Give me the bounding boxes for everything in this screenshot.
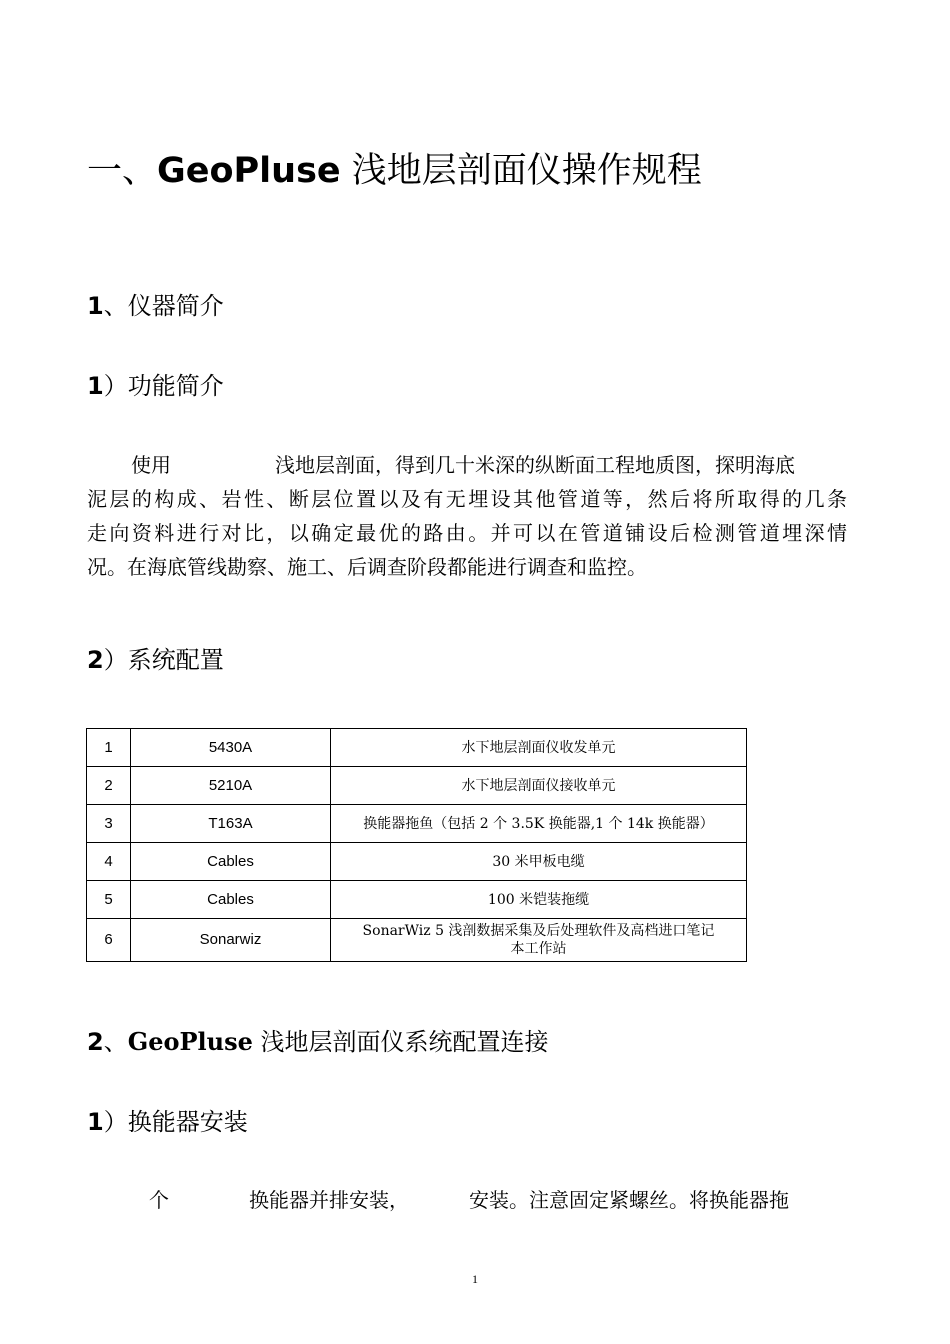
paragraph-line: 泥层的构成、岩性、断层位置以及有无埋设其他管道等，然后将所取得的几条 <box>87 487 847 511</box>
table-cell-model: 5430A <box>131 729 331 767</box>
subsection-number: 1 <box>87 372 104 400</box>
table-cell-model: 5210A <box>131 767 331 805</box>
table-cell-desc: 水下地层剖面仪接收单元 <box>331 767 747 805</box>
page-number: 1 <box>472 1272 478 1286</box>
table-row <box>87 729 747 767</box>
paragraph-text: 浅地层剖面，得到几十米深的纵断面工程地质图，探明海底 <box>275 453 795 477</box>
paragraph-line <box>87 448 847 482</box>
table-cell-model: Cables <box>131 843 331 881</box>
section-text: 浅地层剖面仪系统配置连接 <box>252 1028 549 1056</box>
table-row <box>87 881 747 919</box>
table-cell-no: 2 <box>87 767 131 805</box>
table-cell-model: Cables <box>131 881 331 919</box>
table-cell-desc-line: SonarWiz 5 浅剖数据采集及后处理软件及高档进口笔记 <box>362 923 715 939</box>
title-suffix: 浅地层剖面仪操作规程 <box>340 151 702 191</box>
system-config-table <box>86 728 747 962</box>
title-brand: GeoPluse <box>157 151 341 191</box>
subsection-heading-transducer-install <box>87 1105 248 1139</box>
document-title <box>87 146 702 196</box>
subsection-number: 2 <box>87 646 104 674</box>
section-prefix: 、 <box>103 1028 128 1056</box>
paragraph-line: 走向资料进行对比，以确定最优的路由。并可以在管道铺设后检测管道埋深情 <box>87 521 847 545</box>
table-row <box>87 805 747 843</box>
table-row <box>87 843 747 881</box>
table-cell-no: 1 <box>87 729 131 767</box>
table-cell-model: Sonarwiz <box>131 919 331 962</box>
title-prefix: 一、 <box>87 151 158 191</box>
table-cell-desc: 换能器拖鱼（包括 2 个 3.5K 换能器,1 个 14k 换能器） <box>331 805 747 843</box>
paragraph-text: 安装。注意固定紧螺丝。将换能器拖 <box>469 1188 789 1212</box>
subsection-heading-system-config <box>87 643 224 677</box>
table-cell-no: 6 <box>87 919 131 962</box>
subsection-number: 1 <box>87 1108 104 1136</box>
table-cell-desc <box>331 919 747 962</box>
table-cell-desc: 30 米甲板电缆 <box>331 843 747 881</box>
table-cell-no: 5 <box>87 881 131 919</box>
table-cell-model: T163A <box>131 805 331 843</box>
subsection-text: ）换能器安装 <box>103 1108 248 1136</box>
subsection-heading-function-intro <box>87 369 224 403</box>
table-cell-no: 3 <box>87 805 131 843</box>
section-brand: GeoPluse <box>127 1027 253 1056</box>
section-text: 、仪器简介 <box>103 292 224 320</box>
paragraph-text: 使用 <box>131 453 171 477</box>
table-row <box>87 767 747 805</box>
install-paragraph <box>87 1183 847 1217</box>
section-number: 1 <box>87 292 104 320</box>
function-paragraph <box>87 448 847 584</box>
paragraph-text: 个 <box>149 1188 169 1212</box>
subsection-text: ）系统配置 <box>103 646 224 674</box>
paragraph-line: 况。在海底管线勘察、施工、后调查阶段都能进行调查和监控。 <box>87 555 647 579</box>
table-cell-desc: 水下地层剖面仪收发单元 <box>331 729 747 767</box>
paragraph-line <box>87 1183 847 1217</box>
paragraph-text: 换能器并排安装， <box>249 1188 409 1212</box>
table-cell-desc-line: 本工作站 <box>510 941 567 957</box>
table-row <box>87 919 747 962</box>
table-cell-no: 4 <box>87 843 131 881</box>
section-heading-instrument-intro <box>87 289 224 323</box>
subsection-text: ）功能简介 <box>103 372 224 400</box>
section-heading-system-connection <box>87 1025 549 1059</box>
section-number: 2 <box>87 1028 104 1056</box>
table-cell-desc: 100 米铠装拖缆 <box>331 881 747 919</box>
